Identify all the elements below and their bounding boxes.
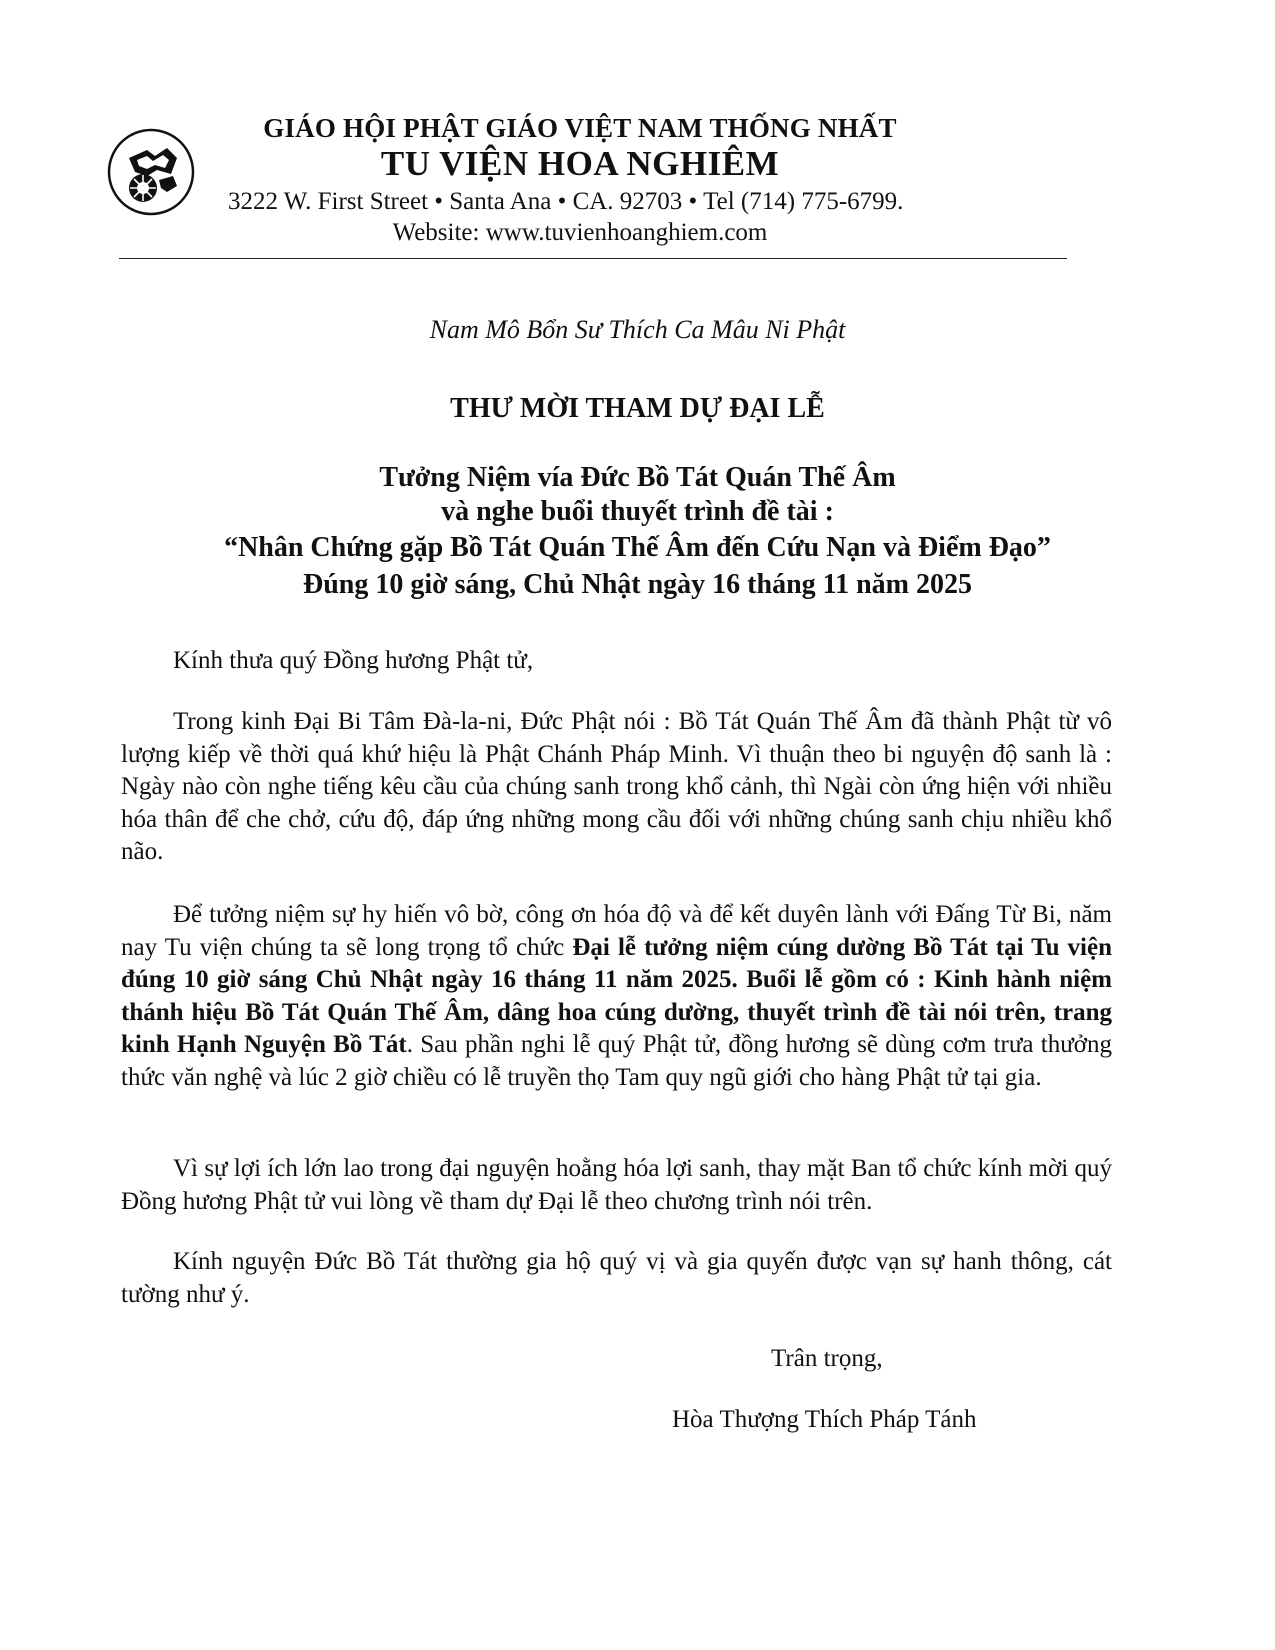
paragraph-3: Vì sự lợi ích lớn lao trong đại nguyện hoằng hóa lợi sanh, thay mặt Ban tổ chức kính mời quý Đồng hương Phật tử vui lòng về tham dự Đại lễ theo chương trình nói trên. bbox=[121, 1155, 1112, 1215]
temple-name: TU VIỆN HOA NGHIÊM bbox=[380, 144, 780, 183]
homage-line: Nam Mô Bổn Sư Thích Ca Mâu Ni Phật bbox=[429, 315, 846, 344]
paragraph-1: Trong kinh Đại Bi Tâm Đà-la-ni, Đức Phật nói : Bồ Tát Quán Thế Âm đã thành Phật từ vô lượng kiếp về thời quá khứ hiệu là Phật Chánh Pháp Minh. Vì thuận theo bi nguyện độ sanh là : Ngày nào còn nghe tiếng kêu cầu của chúng sanh trong khổ cảnh, thì Ngài còn ứng hiện với nhiều hóa thân để che chở, cứu độ, đáp ứng những mong cầu đối với những chúng sanh chịu nhiều khổ não. bbox=[121, 708, 1112, 865]
subtitle-line-1: Tưởng Niệm vía Đức Bồ Tát Quán Thế Âm bbox=[379, 462, 896, 493]
subtitle-line-4: Đúng 10 giờ sáng, Chủ Nhật ngày 16 tháng 11 năm 2025 bbox=[303, 569, 972, 600]
header-divider bbox=[119, 258, 1067, 259]
salutation: Kính thưa quý Đồng hương Phật tử, bbox=[173, 647, 534, 674]
paragraph-2 bbox=[121, 899, 1112, 1094]
paragraph-4: Kính nguyện Đức Bồ Tát thường gia hộ quý vị và gia quyến được vạn sự hanh thông, cát tường như ý. bbox=[121, 1248, 1112, 1308]
paragraph-2-highlight: Đại lễ tưởng niệm cúng dường Bồ Tát tại Tu viện đúng 10 giờ sáng Chủ Nhật ngày 16 tháng 11 năm 2025. Buổi lễ gồm có : Kinh hành niệm thánh hiệu Bồ Tát Quán Thế Âm, dâng hoa cúng dường, thuyết trình đề tài nói trên, trang kinh Hạnh Nguyện Bồ Tát bbox=[121, 933, 1113, 1058]
subtitle-line-2: và nghe buổi thuyết trình đề tài : bbox=[441, 496, 834, 527]
address-line: 3222 W. First Street • Santa Ana • CA. 92703 • Tel (714) 775-6799. bbox=[228, 188, 904, 215]
paragraph-2-end: . Sau phần nghi lễ quý Phật tử, đồng hương sẽ dùng cơm trưa thưởng thức văn nghệ và lúc 2 giờ chiều có lễ truyền thọ Tam quy ngũ giới cho hàng Phật tử tại gia. bbox=[121, 1031, 1113, 1091]
signer-name: Hòa Thượng Thích Pháp Tánh bbox=[672, 1406, 977, 1433]
closing-line: Trân trọng, bbox=[771, 1345, 883, 1372]
organization-name: GIÁO HỘI PHẬT GIÁO VIỆT NAM THỐNG NHẤT bbox=[263, 113, 897, 143]
letter-title: THƯ MỜI THAM DỰ ĐẠI LỄ bbox=[450, 393, 825, 424]
subtitle-line-3: “Nhân Chứng gặp Bồ Tát Quán Thế Âm đến Cứu Nạn và Điểm Đạo” bbox=[224, 532, 1051, 563]
temple-logo bbox=[107, 128, 195, 216]
website-line: Website: www.tuvienhoanghiem.com bbox=[392, 219, 768, 246]
paragraph-2-intro: Để tưởng niệm sự hy hiến vô bờ, công ơn hóa độ và để kết duyên lành với Đấng Từ Bi, năm nay Tu viện chúng ta sẽ long trọng tổ chức bbox=[121, 901, 1112, 961]
